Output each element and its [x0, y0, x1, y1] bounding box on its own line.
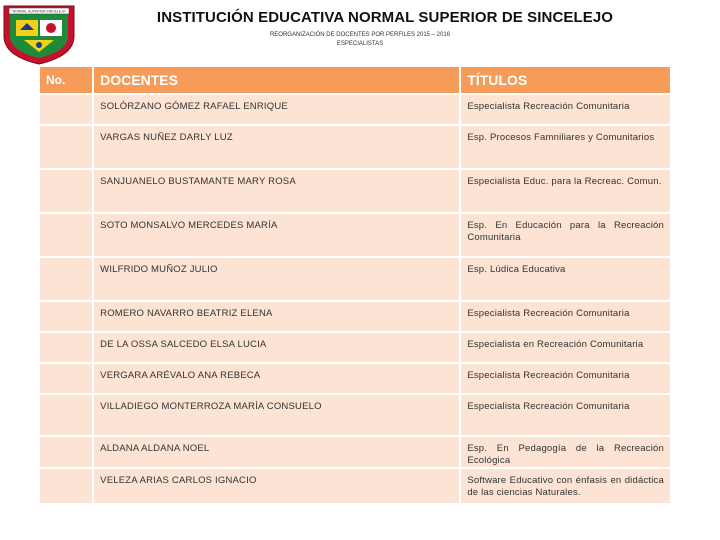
table-row: [40, 333, 670, 362]
row-number-cell: [40, 395, 92, 435]
table-row: [40, 469, 670, 503]
school-shield-logo: [0, 0, 78, 66]
table-row: [40, 170, 670, 212]
teachers-table: [38, 65, 672, 505]
titulo-cell: Especialista Educ. para la Recreac. Comun.: [461, 170, 670, 212]
table-row: [40, 258, 670, 300]
table-row: [40, 214, 670, 256]
table-row: [40, 126, 670, 168]
docente-cell: VELEZA ARIAS CARLOS IGNACIO: [94, 469, 459, 503]
row-number-cell: [40, 214, 92, 256]
titulo-cell: Especialista Recreación Comunitaria: [461, 364, 670, 393]
row-number-cell: [40, 333, 92, 362]
table-row: [40, 95, 670, 124]
docente-cell: ROMERO NAVARRO BEATRIZ ELENA: [94, 302, 459, 331]
docente-cell: VERGARA ARÉVALO ANA REBECA: [94, 364, 459, 393]
titulo-cell: Software Educativo con énfasis en didáctica de las ciencias Naturales.: [461, 469, 670, 503]
titulo-cell: Esp. Lúdica Educativa: [461, 258, 670, 300]
row-number-cell: [40, 302, 92, 331]
logo-text: NORMAL SUPERIOR SINCELEJO: [12, 9, 66, 14]
docente-cell: DE LA OSSA SALCEDO ELSA LUCIA: [94, 333, 459, 362]
row-number-cell: [40, 258, 92, 300]
docente-cell: VARGAS NUÑEZ DARLY LUZ: [94, 126, 459, 168]
page-subtitle: [220, 31, 500, 49]
column-header-titulos: TÍTULOS: [461, 67, 670, 93]
row-number-cell: [40, 364, 92, 393]
docente-cell: SOLÓRZANO GÓMEZ RAFAEL ENRIQUE: [94, 95, 459, 124]
titulo-cell: Especialista Recreación Comunitaria: [461, 395, 670, 435]
titulo-cell: Esp. Procesos Famniliares y Comunitarios: [461, 126, 670, 168]
page-title: INSTITUCIÓN EDUCATIVA NORMAL SUPERIOR DE SINCELEJO: [156, 9, 614, 26]
table-row: [40, 302, 670, 331]
row-number-cell: [40, 437, 92, 467]
row-number-cell: [40, 469, 92, 503]
docente-cell: WILFRIDO MUÑOZ JULIO: [94, 258, 459, 300]
titulo-cell: Especialista en Recreación Comunitaria: [461, 333, 670, 362]
subtitle-line-2: ESPECIALISTAS: [336, 41, 384, 47]
column-header-docentes: DOCENTES: [94, 67, 459, 93]
row-number-cell: [40, 170, 92, 212]
table-row: [40, 364, 670, 393]
row-number-cell: [40, 95, 92, 124]
docente-cell: ALDANA ALDANA NOEL: [94, 437, 459, 467]
titulo-cell: Especialista Recreación Comunitaria: [461, 95, 670, 124]
subtitle-line-1: REORGANIZACIÓN DE DOCENTES POR PERFILES 2015 – 2016: [269, 32, 451, 38]
column-header-no: No.: [40, 67, 92, 93]
titulo-cell: Esp. En Educación para la Recreación Comunitaria: [461, 214, 670, 256]
table-row: [40, 395, 670, 435]
titulo-cell: Esp. En Pedagogía de la Recreación Ecológica: [461, 437, 670, 467]
row-number-cell: [40, 126, 92, 168]
titulo-cell: Especialista Recreación Comunitaria: [461, 302, 670, 331]
docente-cell: SOTO MONSALVO MERCEDES MARÍA: [94, 214, 459, 256]
docente-cell: SANJUANELO BUSTAMANTE MARY ROSA: [94, 170, 459, 212]
table-row: [40, 437, 670, 467]
table-header-row: [40, 67, 670, 93]
docente-cell: VILLADIEGO MONTERROZA MARÍA CONSUELO: [94, 395, 459, 435]
